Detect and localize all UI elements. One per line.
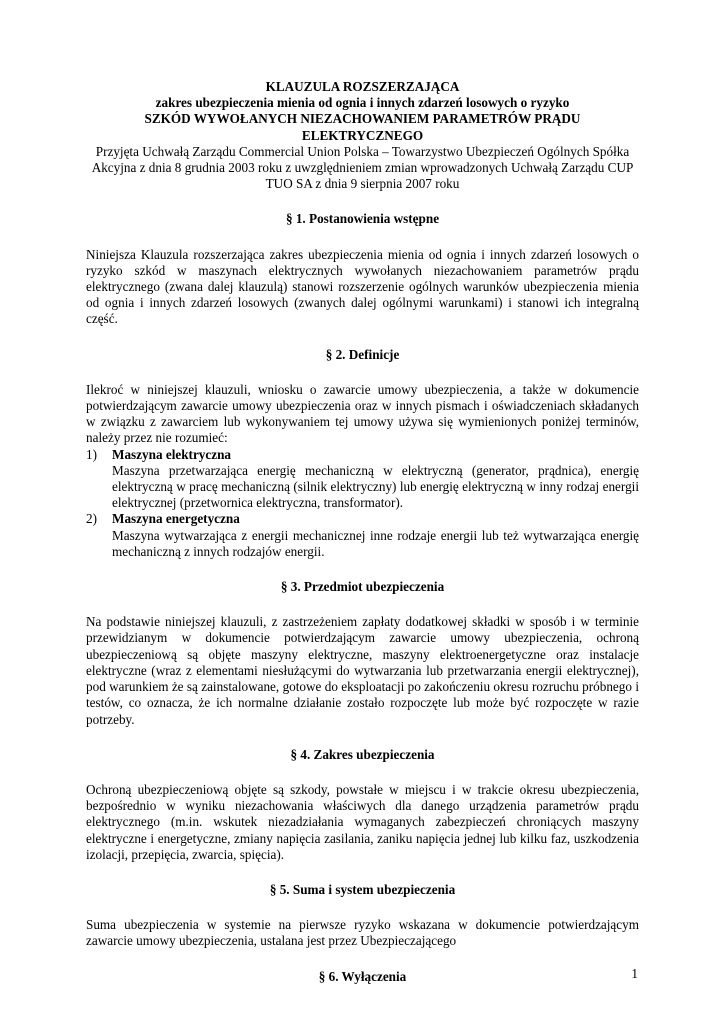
adoption-note-line-2: Akcyjna z dnia 8 grudnia 2003 roku z uwzględnieniem zmian wprowadzonych Uchwałą Zarządu CUP: [91, 160, 634, 176]
definition-item: [86, 447, 639, 512]
section-3-heading: § 3. Przedmiot ubezpieczenia: [280, 579, 445, 595]
definition-number: 1): [86, 446, 97, 462]
section-4-text: Ochroną ubezpieczeniową objęte są szkody, powstałe w miejscu i w trakcie okresu ubezpieczenia, bezpośrednio w wyniku niezachowania właściwych dla danego urządzenia parametrów prądu elektrycznego (m.in. wskutek niezadziałania wymaganych zabezpieczeń chroniących maszyny elektryczne i energetyczne, zmiany napięcia zasilania, zaniku napięcia jednej lub kilku faz, uszkodzenia izolacji, przepięcia, zwarcia, spięcia).: [86, 781, 639, 862]
definition-term: Maszyna elektryczna: [112, 446, 232, 462]
definition-number: 2): [86, 511, 97, 527]
document-page: [86, 79, 639, 1004]
page-number: 1: [631, 966, 638, 981]
section-4-heading: § 4. Zakres ubezpieczenia: [290, 746, 435, 762]
definition-description: Maszyna wytwarzająca z energii mechanicznej inne rodzaje energii lub też wytwarzająca energię mechaniczną z innych rodzajów energii.: [112, 527, 639, 559]
section-2-intro: Ilekroć w niniejszej klauzuli, wniosku o zawarcie umowy ubezpieczenia, a także w dokumencie potwierdzającym zawarcie umowy ubezpieczenia oraz w innych pismach i oświadczeniach składanych w związku z zawarciem lub wykonywaniem tej umowy używa się wymienionych poniżej terminów, należy przez nie rozumieć:: [86, 381, 639, 446]
definitions-list: [86, 447, 639, 560]
section-5-text: Suma ubezpieczenia w systemie na pierwsze ryzyko wskazana w dokumencie potwierdzającym zawarcie umowy ubezpieczenia, ustalana jest przez Ubezpieczającego: [86, 917, 639, 949]
section-6-heading: § 6. Wyłączenia: [318, 968, 407, 984]
definition-item: [86, 511, 639, 560]
document-subtitle-line-2: SZKÓD WYWOŁANYCH NIEZACHOWANIEM PARAMETRÓW PRĄDU: [144, 111, 581, 127]
document-subtitle-line-1: zakres ubezpieczenia mienia od ognia i innych zdarzeń losowych o ryzyko: [155, 95, 570, 111]
section-1-text: Niniejsza Klauzula rozszerzająca zakres ubezpieczenia mienia od ognia i innych zdarzeń losowych o ryzyko szkód w maszynach elektrycznych wywołanych niezachowaniem parametrów prądu elektrycznego (zwana dalej klauzulą) stanowi rozszerzenie ogólnych warunków ubezpieczenia mienia od ognia i innych zdarzeń losowych (zwanych dalej ogólnymi warunkami) i stanowi ich integralną część.: [86, 246, 639, 327]
definition-term: Maszyna energetyczna: [112, 511, 240, 527]
document-subtitle-line-3: ELEKTRYCZNEGO: [301, 127, 424, 143]
adoption-note-line-1: Przyjęta Uchwałą Zarządu Commercial Union Polska – Towarzystwo Ubezpieczeń Ogólnych Spółka: [95, 143, 630, 159]
section-5-heading: § 5. Suma i system ubezpieczenia: [269, 881, 456, 897]
document-header: [86, 79, 639, 192]
adoption-note-line-3: TUO SA z dnia 9 sierpnia 2007 roku: [265, 176, 460, 192]
section-3-text: Na podstawie niniejszej klauzuli, z zastrzeżeniem zapłaty dodatkowej składki w sposób i w terminie przewidzianym w dokumencie potwierdzającym zawarcie umowy ubezpieczenia, ochroną ubezpieczeniową są objęte maszyny elektryczne, maszyny elektroenergetyczne oraz instalacje elektryczne (wraz z elementami niesłużącymi do wytwarzania lub przetwarzania energii elektrycznej), pod warunkiem że są zainstalowane, gotowe do eksploatacji po zakończeniu okresu rozruchu próbnego i testów, co oznacza, że ich normalne działanie zostało rozpoczęte lub może być rozpoczęte w razie potrzeby.: [86, 614, 639, 727]
section-2-heading: § 2. Definicje: [325, 346, 400, 362]
section-1-heading: § 1. Postanowienia wstępne: [285, 211, 440, 227]
definition-description: Maszyna przetwarzająca energię mechaniczną w elektryczną (generator, prądnica), energię elektryczną w pracę mechaniczną (silnik elektryczny) lub energię elektryczną w inny rodzaj energii elektrycznej (przetwornica elektryczna, transformator).: [112, 462, 639, 511]
document-title: KLAUZULA ROZSZERZAJĄCA: [265, 79, 460, 94]
